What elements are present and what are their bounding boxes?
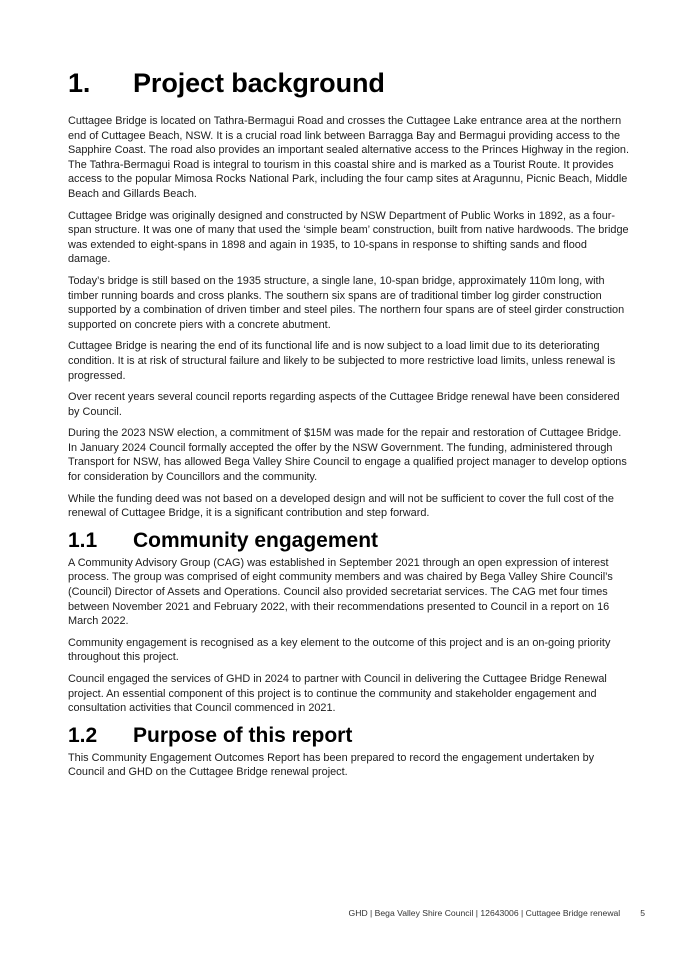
document-page [68,66,630,787]
page-footer [0,908,645,918]
section-heading-purpose-of-report [68,723,630,749]
section-title: Project background [133,68,385,98]
section-heading-community-engagement [68,528,630,554]
paragraph: A Community Advisory Group (CAG) was established in September 2021 through an open expression of interest process. The group was comprised of eight community members and was chaired by Bega Valley Shire Council’s (Council) Director of Assets and Operations. Council also provided secretariat services. The CAG met four times between November 2021 and February 2022, with their recommendations presented to Council in a report on 16 March 2022. [68,556,613,628]
section-number: 1.1 [68,528,98,552]
paragraph: Over recent years several council reports regarding aspects of the Cuttagee Bridge renewal have been considered by Council. [68,391,620,418]
paragraph: Cuttagee Bridge is located on Tathra-Bermagui Road and crosses the Cuttagee Lake entrance area at the northern end of Cuttagee Beach, NSW. It is a crucial road link between Barragga Bay and Bermagui providing access to the Sapphire Coast. The road also provides an important sealed alternative access to the Princes Highway in the region. The Tathra-Bermagui Road is integral to tourism in this coastal shire and is marked as a Tourist Route. It provides access to the popular Mimosa Rocks National Park, including the four camp sites at Aragunnu, Picnic Beach, Middle Beach and Gillards Beach. [68,115,629,200]
paragraph: Council engaged the services of GHD in 2024 to partner with Council in delivering the Cuttagee Bridge Renewal project. An essential component of this project is to continue the community and stakeholder engagement and consultation activities that Council commenced in 2021. [68,673,607,715]
paragraph: Cuttagee Bridge was originally designed and constructed by NSW Department of Public Works in 1892, as a four-span structure. It was one of many that used the ‘simple beam’ construction, built from native hardwoods. The bridge was extended to eight-spans in 1898 and again in 1935, to 10-spans in response to shifting sands and flood damage. [68,209,629,266]
paragraph: This Community Engagement Outcomes Report has been prepared to record the engagement undertaken by Council and GHD on the Cuttagee Bridge renewal project. [68,751,595,779]
section-title: Purpose of this report [133,723,353,747]
paragraph: Cuttagee Bridge is nearing the end of its functional life and is now subject to a load limit due to its deteriorating condition. It is at risk of structural failure and likely to be subjected to more restrictive load limits, unless renewal is progressed. [68,340,616,382]
section-heading-project-background [68,66,630,100]
page-number: 5 [640,908,645,918]
paragraph: Community engagement is recognised as a key element to the outcome of this project and is an on-going priority throughout this project. [68,636,611,664]
paragraph: Today’s bridge is still based on the 1935 structure, a single lane, 10-span bridge, approximately 110m long, with timber running boards and cross planks. The southern six spans are of traditional timber log girder construction supported by a combination of driven timber and steel piles. The northern four spans are of steel girder construction supported on concrete piers with a concrete abutment. [68,274,625,331]
paragraph: During the 2023 NSW election, a commitment of $15M was made for the repair and restoration of Cuttagee Bridge. In January 2024 Council formally accepted the offer by the NSW Government. The funding, administered through Transport for NSW, has allowed Bega Valley Shire Council to engage a qualified project manager to develop options for consideration by Councillors and the community. [68,427,627,484]
footer-text: GHD | Bega Valley Shire Council | 12643006 | Cuttagee Bridge renewal [348,908,621,918]
paragraph: While the funding deed was not based on a developed design and will not be sufficient to cover the full cost of the renewal of Cuttagee Bridge, it is a significant contribution and step forward. [68,492,614,520]
section-number: 1.2 [68,723,98,747]
section-number: 1. [68,68,91,98]
section-title: Community engagement [133,528,379,552]
